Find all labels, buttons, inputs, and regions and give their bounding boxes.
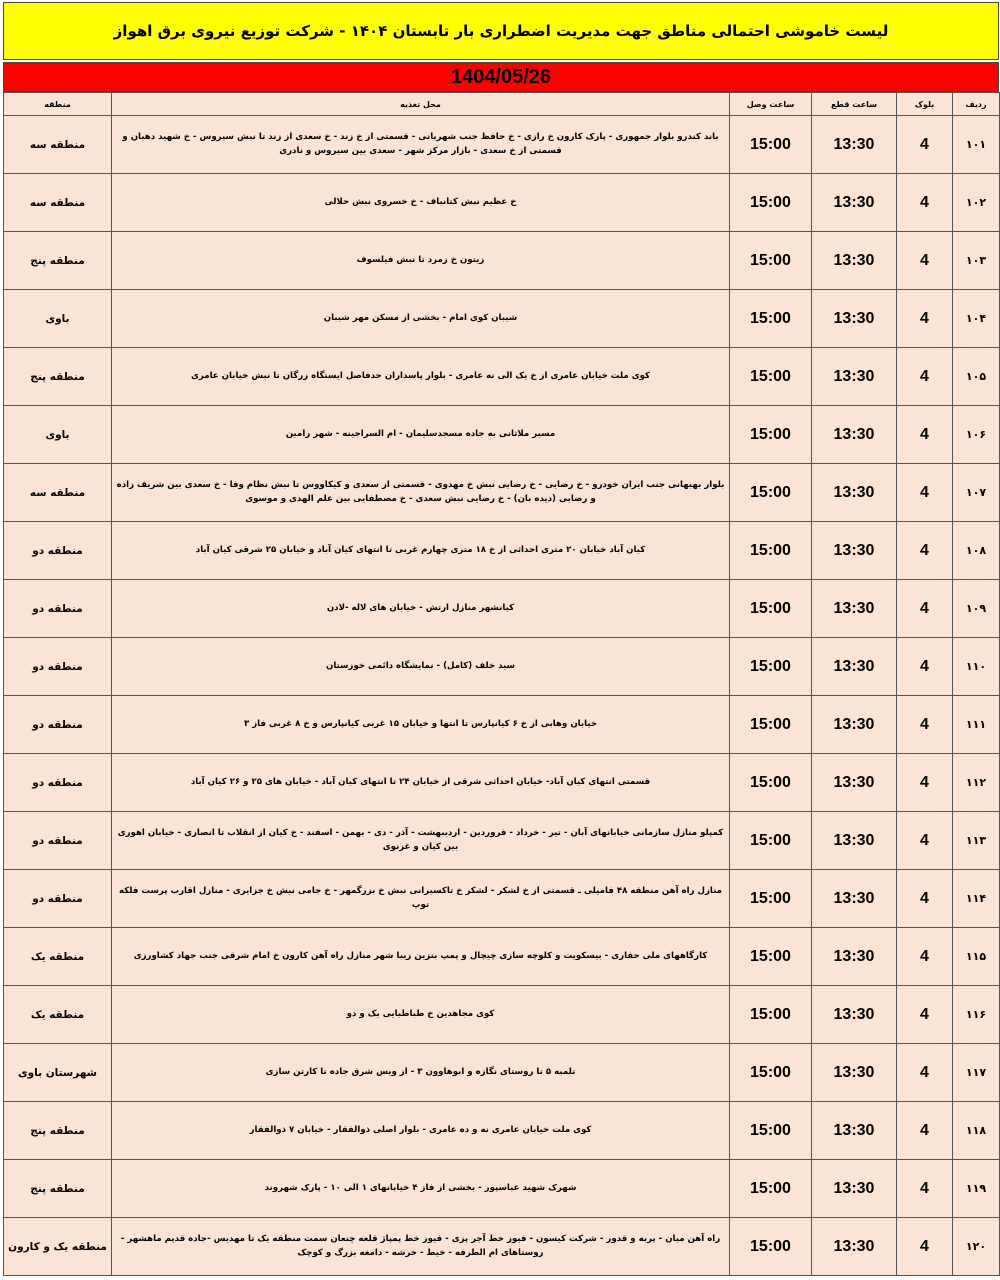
area-cell: باوی bbox=[4, 290, 112, 348]
area-cell: باوی bbox=[4, 406, 112, 464]
cut-time-cell: 13:30 bbox=[812, 116, 897, 174]
row-number: ۱۱۲ bbox=[953, 754, 1000, 812]
connect-time-cell: 15:00 bbox=[730, 348, 812, 406]
table-row bbox=[4, 986, 1000, 1044]
table-row bbox=[4, 290, 1000, 348]
row-number: ۱۱۹ bbox=[953, 1160, 1000, 1218]
table-row bbox=[4, 1160, 1000, 1218]
connect-time-cell: 15:00 bbox=[730, 1218, 812, 1276]
row-number: ۱۱۸ bbox=[953, 1102, 1000, 1160]
cut-time-cell: 13:30 bbox=[812, 580, 897, 638]
cut-time-cell: 13:30 bbox=[812, 812, 897, 870]
area-cell: منطقه دو bbox=[4, 580, 112, 638]
block-cell: 4 bbox=[897, 986, 953, 1044]
area-cell: منطقه سه bbox=[4, 116, 112, 174]
connect-time-cell: 15:00 bbox=[730, 1102, 812, 1160]
header-row-no: ردیف bbox=[953, 93, 1000, 116]
cut-time-cell: 13:30 bbox=[812, 928, 897, 986]
feed-location-cell: مسیر ملاثانی به جاده مسجدسلیمان - ام السراجینه - شهر رامین bbox=[112, 406, 730, 464]
table-row bbox=[4, 1044, 1000, 1102]
row-number: ۱۱۷ bbox=[953, 1044, 1000, 1102]
row-number: ۱۰۳ bbox=[953, 232, 1000, 290]
table-row bbox=[4, 1102, 1000, 1160]
area-cell: منطقه پنج bbox=[4, 348, 112, 406]
table-row bbox=[4, 870, 1000, 928]
cut-time-cell: 13:30 bbox=[812, 406, 897, 464]
row-number: ۱۰۶ bbox=[953, 406, 1000, 464]
connect-time-cell: 15:00 bbox=[730, 232, 812, 290]
table-row bbox=[4, 464, 1000, 522]
area-cell: منطقه دو bbox=[4, 870, 112, 928]
feed-location-cell: سید خلف (کامل) - نمایشگاه دائمی خوزستان bbox=[112, 638, 730, 696]
area-cell: منطقه پنج bbox=[4, 1102, 112, 1160]
block-cell: 4 bbox=[897, 696, 953, 754]
connect-time-cell: 15:00 bbox=[730, 986, 812, 1044]
cut-time-cell: 13:30 bbox=[812, 696, 897, 754]
area-cell: منطقه دو bbox=[4, 522, 112, 580]
block-cell: 4 bbox=[897, 290, 953, 348]
cut-time-cell: 13:30 bbox=[812, 1218, 897, 1276]
area-cell: منطقه پنج bbox=[4, 232, 112, 290]
table-header-row bbox=[4, 93, 1000, 116]
table-row bbox=[4, 812, 1000, 870]
outage-table bbox=[3, 92, 1000, 1276]
cut-time-cell: 13:30 bbox=[812, 174, 897, 232]
table-row bbox=[4, 348, 1000, 406]
feed-location-cell: بلوار بهبهانی جنب ایران خودرو - خ رضایی - خ رضایی نبش خ مهدوی - قسمتی از سعدی و کیکاووس تا نبش نظام وفا - خ سعدی بین شریف زاده و رضایی (دیده بان) - خ رضایی نبش سعدی - خ مصطفایی بین علم الهدی و موسوی bbox=[112, 464, 730, 522]
table-row bbox=[4, 232, 1000, 290]
cut-time-cell: 13:30 bbox=[812, 348, 897, 406]
cut-time-cell: 13:30 bbox=[812, 290, 897, 348]
row-number: ۱۰۲ bbox=[953, 174, 1000, 232]
feed-location-cell: منازل راه آهن منطقه ۴۸ فامیلی ـ قسمتی از خ لشکر - لشکر خ تاکسیرانی نبش خ بزرگمهر - خ جامی نبش خ جزایری - منازل اقارب پرست فلکه توپ bbox=[112, 870, 730, 928]
connect-time-cell: 15:00 bbox=[730, 290, 812, 348]
connect-time-cell: 15:00 bbox=[730, 928, 812, 986]
row-number: ۱۱۳ bbox=[953, 812, 1000, 870]
connect-time-cell: 15:00 bbox=[730, 464, 812, 522]
cut-time-cell: 13:30 bbox=[812, 1160, 897, 1218]
table-row bbox=[4, 928, 1000, 986]
row-number: ۱۰۹ bbox=[953, 580, 1000, 638]
row-number: ۱۱۰ bbox=[953, 638, 1000, 696]
table-row bbox=[4, 696, 1000, 754]
area-cell: شهرستان باوی bbox=[4, 1044, 112, 1102]
row-number: ۱۰۸ bbox=[953, 522, 1000, 580]
cut-time-cell: 13:30 bbox=[812, 1044, 897, 1102]
area-cell: منطقه یک bbox=[4, 986, 112, 1044]
cut-time-cell: 13:30 bbox=[812, 870, 897, 928]
feed-location-cell: راه آهن میان - پربه و قدور - شرکت کیسون - فیوز خط آجر پزی - فیوز خط پمپاژ قلعه چنعان سمت منطقه یک تا مهدیس -جاده قدیم ماهشهر - روستاهای ام الطرفه - خیط - خرشه - دامغه بزرگ و کوچک bbox=[112, 1218, 730, 1276]
area-cell: منطقه سه bbox=[4, 174, 112, 232]
area-cell: منطقه یک و کارون bbox=[4, 1218, 112, 1276]
feed-location-cell: تلمبه ۵ تا روستای نگازه و ابوهاوون ۳ - از ویس شرق جاده تا کارتن سازی bbox=[112, 1044, 730, 1102]
connect-time-cell: 15:00 bbox=[730, 754, 812, 812]
table-row bbox=[4, 1218, 1000, 1276]
block-cell: 4 bbox=[897, 348, 953, 406]
block-cell: 4 bbox=[897, 116, 953, 174]
row-number: ۱۰۷ bbox=[953, 464, 1000, 522]
header-cut-time: ساعت قطع bbox=[812, 93, 897, 116]
connect-time-cell: 15:00 bbox=[730, 1160, 812, 1218]
feed-location-cell: شهرک شهید عباسپور - بخشی از فاز ۴ خیابانهای ۱ الی ۱۰ - پارک شهروند bbox=[112, 1160, 730, 1218]
row-number: ۱۰۱ bbox=[953, 116, 1000, 174]
area-cell: منطقه پنج bbox=[4, 1160, 112, 1218]
block-cell: 4 bbox=[897, 754, 953, 812]
area-cell: منطقه سه bbox=[4, 464, 112, 522]
block-cell: 4 bbox=[897, 232, 953, 290]
block-cell: 4 bbox=[897, 1218, 953, 1276]
block-cell: 4 bbox=[897, 522, 953, 580]
row-number: ۱۲۰ bbox=[953, 1218, 1000, 1276]
block-cell: 4 bbox=[897, 580, 953, 638]
feed-location-cell: کارگاههای ملی حفاری - بیسکویت و کلوچه سازی چیچال و پمپ بنزین زیبا شهر منازل راه آهن کارون خ امام شرقی جنب جهاد کشاورزی bbox=[112, 928, 730, 986]
block-cell: 4 bbox=[897, 870, 953, 928]
page-title: لیست خاموشی احتمالی مناطق جهت مدیریت اضطراری بار تابستان ۱۴۰۴ - شرکت توزیع نیروی برق اهواز bbox=[3, 2, 999, 60]
row-number: ۱۰۴ bbox=[953, 290, 1000, 348]
feed-location-cell: کمپلو منازل سازمانی خیابانهای آبان - تیر - خرداد - فروردین - اردیبهشت - آذر - دی - بهمن - اسفند - خ کیان از انقلاب تا انصاری - خیابان اهوری بین کیان و غزنوی bbox=[112, 812, 730, 870]
feed-location-cell: باند کندرو بلوار جمهوری - پارک کارون خ رازی - خ حافظ جنب شهربانی - قسمتی از خ زند - خ سعدی از زند تا نبش سیروس - خ شهید دهبان و قسمتی از خ سعدی - بازار مرکز شهر - سعدی بین سیروس و نادری bbox=[112, 116, 730, 174]
table-row bbox=[4, 174, 1000, 232]
block-cell: 4 bbox=[897, 1160, 953, 1218]
date-banner: 1404/05/26 bbox=[3, 62, 999, 92]
table-row bbox=[4, 406, 1000, 464]
cut-time-cell: 13:30 bbox=[812, 1102, 897, 1160]
feed-location-cell: کوی ملت خیابان عامری از خ یک الی نه عامری - بلوار پاسداران حدفاصل ایستگاه زرگان تا نبش خیابان عامری bbox=[112, 348, 730, 406]
cut-time-cell: 13:30 bbox=[812, 464, 897, 522]
header-area: منطقه bbox=[4, 93, 112, 116]
feed-location-cell: خیابان وهابی از خ ۶ کیانپارس تا انتها و خیابان ۱۵ غربی کیانپارس و خ ۸ غربی فاز ۳ bbox=[112, 696, 730, 754]
connect-time-cell: 15:00 bbox=[730, 522, 812, 580]
block-cell: 4 bbox=[897, 174, 953, 232]
header-feed-location: محل تغذیه bbox=[112, 93, 730, 116]
connect-time-cell: 15:00 bbox=[730, 870, 812, 928]
table-row bbox=[4, 638, 1000, 696]
row-number: ۱۱۴ bbox=[953, 870, 1000, 928]
table-row bbox=[4, 754, 1000, 812]
header-block: بلوک bbox=[897, 93, 953, 116]
feed-location-cell: شیبان کوی امام - بخشی از مسکن مهر شیبان bbox=[112, 290, 730, 348]
area-cell: منطقه دو bbox=[4, 696, 112, 754]
feed-location-cell: کیان آباد خیابان ۲۰ متری احداثی از خ ۱۸ متری چهارم غربی تا انتهای کیان آباد و خیابان ۲۵ شرقی کیان آباد bbox=[112, 522, 730, 580]
area-cell: منطقه دو bbox=[4, 638, 112, 696]
connect-time-cell: 15:00 bbox=[730, 638, 812, 696]
feed-location-cell: خ عظیم نبش کتانباف - خ خسروی نبش حلالی bbox=[112, 174, 730, 232]
area-cell: منطقه دو bbox=[4, 754, 112, 812]
feed-location-cell: زیتون خ زمرد تا نبش فیلسوف bbox=[112, 232, 730, 290]
table-row bbox=[4, 116, 1000, 174]
row-number: ۱۱۶ bbox=[953, 986, 1000, 1044]
feed-location-cell: کیانشهر منازل ارتش - خیابان های لاله -لادن bbox=[112, 580, 730, 638]
block-cell: 4 bbox=[897, 464, 953, 522]
header-connect-time: ساعت وصل bbox=[730, 93, 812, 116]
cut-time-cell: 13:30 bbox=[812, 986, 897, 1044]
table-row bbox=[4, 522, 1000, 580]
area-cell: منطقه دو bbox=[4, 812, 112, 870]
connect-time-cell: 15:00 bbox=[730, 812, 812, 870]
table-row bbox=[4, 580, 1000, 638]
connect-time-cell: 15:00 bbox=[730, 406, 812, 464]
connect-time-cell: 15:00 bbox=[730, 580, 812, 638]
cut-time-cell: 13:30 bbox=[812, 522, 897, 580]
feed-location-cell: کوی مجاهدین خ طباطبایی یک و دو bbox=[112, 986, 730, 1044]
block-cell: 4 bbox=[897, 1102, 953, 1160]
block-cell: 4 bbox=[897, 1044, 953, 1102]
row-number: ۱۱۱ bbox=[953, 696, 1000, 754]
row-number: ۱۱۵ bbox=[953, 928, 1000, 986]
connect-time-cell: 15:00 bbox=[730, 116, 812, 174]
cut-time-cell: 13:30 bbox=[812, 638, 897, 696]
block-cell: 4 bbox=[897, 812, 953, 870]
connect-time-cell: 15:00 bbox=[730, 696, 812, 754]
block-cell: 4 bbox=[897, 406, 953, 464]
row-number: ۱۰۵ bbox=[953, 348, 1000, 406]
connect-time-cell: 15:00 bbox=[730, 1044, 812, 1102]
feed-location-cell: قسمتی انتهای کیان آباد- خیابان احداثی شرقی از خیابان ۲۴ تا انتهای کیان آباد - خیابان های ۲۵ و ۲۶ کیان آباد bbox=[112, 754, 730, 812]
cut-time-cell: 13:30 bbox=[812, 232, 897, 290]
area-cell: منطقه یک bbox=[4, 928, 112, 986]
block-cell: 4 bbox=[897, 928, 953, 986]
feed-location-cell: کوی ملت خیابان عامری نه و ده عامری - بلوار اصلی ذوالفقار - خیابان ۷ ذوالفقار bbox=[112, 1102, 730, 1160]
cut-time-cell: 13:30 bbox=[812, 754, 897, 812]
connect-time-cell: 15:00 bbox=[730, 174, 812, 232]
block-cell: 4 bbox=[897, 638, 953, 696]
